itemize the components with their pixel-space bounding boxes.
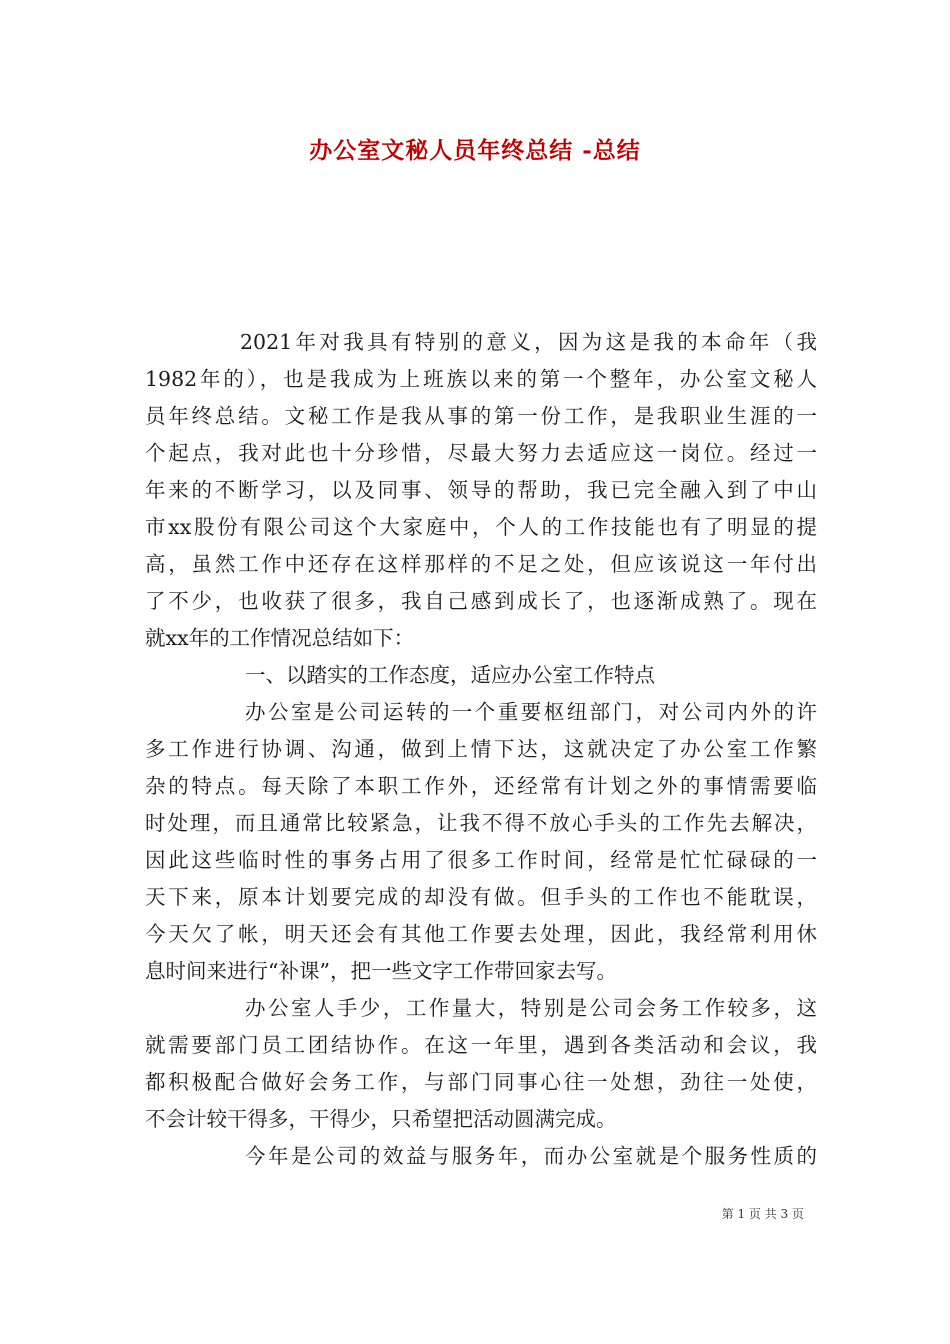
body-line: 了不少，也收获了很多，我自己感到成长了，也逐渐成熟了。现在	[145, 589, 817, 613]
document-title: 办公室文秘人员年终总结 -总结	[309, 137, 641, 164]
section-heading: 一、以踏实的工作态度，适应办公室工作特点	[245, 663, 655, 687]
body-line: 2021年对我具有特别的意义，因为这是我的本命年（我	[240, 330, 817, 354]
body-line: 就xx年的工作情况总结如下：	[145, 626, 415, 650]
body-line: 不会计较干得多，干得少，只希望把活动圆满完成。	[145, 1107, 617, 1131]
body-line: 因此这些临时性的事务占用了很多工作时间，经常是忙忙碌碌的一	[145, 848, 817, 872]
body-line: 年来的不断学习，以及同事、领导的帮助，我已完全融入到了中山	[145, 478, 817, 502]
document-body	[145, 324, 817, 1175]
body-line: 时处理，而且通常比较紧急，让我不得不放心手头的工作先去解决，	[145, 811, 817, 835]
body-line: 今年是公司的效益与服务年，而办公室就是个服务性质的	[245, 1144, 817, 1168]
body-line: 1982年的），也是我成为上班族以来的第一个整年，办公室文秘人	[145, 367, 817, 391]
body-line: 办公室人手少，工作量大，特别是公司会务工作较多，这	[245, 996, 817, 1020]
body-line: 都积极配合做好会务工作，与部门同事心往一处想，劲往一处使，	[145, 1070, 817, 1094]
body-line: 员年终总结。文秘工作是我从事的第一份工作，是我职业生涯的一	[145, 404, 817, 428]
body-line: 今天欠了帐，明天还会有其他工作要去处理，因此，我经常利用休	[145, 922, 817, 946]
body-line: 个起点，我对此也十分珍惜，尽最大努力去适应这一岗位。经过一	[145, 441, 817, 465]
body-line: 高，虽然工作中还存在这样那样的不足之处，但应该说这一年付出	[145, 552, 817, 576]
body-line: 市xx股份有限公司这个大家庭中，个人的工作技能也有了明显的提	[145, 515, 817, 539]
body-line: 息时间来进行“补课”，把一些文字工作带回家去写。	[145, 959, 617, 983]
body-line: 就需要部门员工团结协作。在这一年里，遇到各类活动和会议，我	[145, 1033, 817, 1057]
body-line: 杂的特点。每天除了本职工作外，还经常有计划之外的事情需要临	[145, 774, 817, 798]
body-line: 多工作进行协调、沟通，做到上情下达，这就决定了办公室工作繁	[145, 737, 817, 761]
body-line: 办公室是公司运转的一个重要枢纽部门，对公司内外的许	[245, 700, 817, 724]
page-number: 第 1 页 共 3 页	[721, 1207, 804, 1221]
body-line: 天下来，原本计划要完成的却没有做。但手头的工作也不能耽误，	[145, 885, 817, 909]
